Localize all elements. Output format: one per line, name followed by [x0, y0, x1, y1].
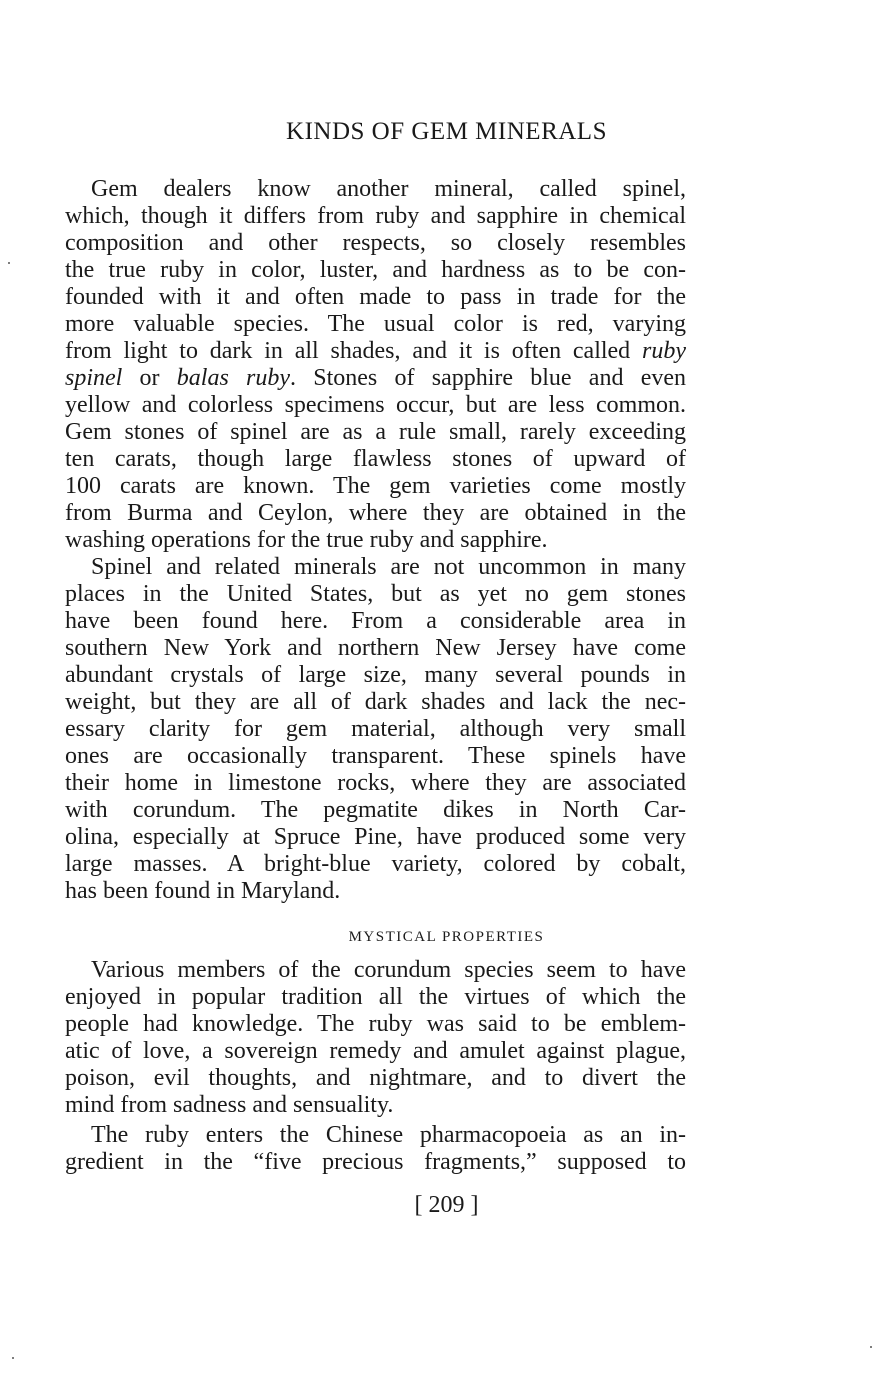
text-line: composition and other respects, so closely resembles	[65, 230, 686, 256]
text-line: with corundum. The pegmatite dikes in North Car-	[65, 797, 686, 823]
text-line: 100 carats are known. The gem varieties come mostly	[65, 473, 686, 499]
text-line: more valuable species. The usual color is red, varying	[65, 311, 686, 337]
text-line: from light to dark in all shades, and it is often called ruby	[65, 338, 686, 364]
section-heading: MYSTICAL PROPERTIES	[348, 929, 545, 945]
text-line: essary clarity for gem material, although very small	[65, 716, 686, 742]
text-line: abundant crystals of large size, many several pounds in	[65, 662, 686, 688]
text-line: washing operations for the true ruby and sapphire.	[65, 527, 548, 553]
text-line: people had knowledge. The ruby was said to be emblem-	[65, 1011, 686, 1037]
text-line: The ruby enters the Chinese pharmacopoeia as an in-	[91, 1122, 686, 1148]
text-line: weight, but they are all of dark shades and lack the nec-	[65, 689, 686, 715]
text-line: the true ruby in color, luster, and hardness as to be con-	[65, 257, 686, 283]
text-line: founded with it and often made to pass in trade for the	[65, 284, 686, 310]
text-line: gredient in the “five precious fragments,” supposed to	[65, 1149, 686, 1175]
text-line: ten carats, though large flawless stones of upward of	[65, 446, 686, 472]
text-line: has been found in Maryland.	[65, 878, 341, 904]
text-line: from Burma and Ceylon, where they are obtained in the	[65, 500, 686, 526]
paper-speck	[8, 262, 10, 264]
text-line: poison, evil thoughts, and nightmare, and to divert the	[65, 1065, 686, 1091]
paragraph-spinel-description	[65, 176, 686, 554]
text-line: yellow and colorless specimens occur, but are less common.	[65, 392, 686, 418]
text-line: which, though it differs from ruby and sapphire in chemical	[65, 203, 686, 229]
paragraph-chinese-pharmacopoeia	[65, 1122, 686, 1176]
text-line: places in the United States, but as yet no gem stones	[65, 581, 686, 607]
text-line: Various members of the corundum species seem to have	[91, 957, 686, 983]
paper-speck	[12, 1357, 14, 1359]
text-line: Gem stones of spinel are as a rule small, rarely exceeding	[65, 419, 686, 445]
text-line: atic of love, a sovereign remedy and amulet against plague,	[65, 1038, 686, 1064]
text-line: enjoyed in popular tradition all the virtues of which the	[65, 984, 686, 1010]
page-number: [ 209 ]	[414, 1192, 479, 1218]
running-head: KINDS OF GEM MINERALS	[286, 118, 607, 145]
text-line: olina, especially at Spruce Pine, have produced some very	[65, 824, 686, 850]
text-line: ones are occasionally transparent. These spinels have	[65, 743, 686, 769]
text-line: large masses. A bright-blue variety, colored by cobalt,	[65, 851, 686, 877]
paragraph-spinel-united-states	[65, 554, 686, 905]
text-line: southern New York and northern New Jersey have come	[65, 635, 686, 661]
text-line: have been found here. From a considerable area in	[65, 608, 686, 634]
text-line: Gem dealers know another mineral, called spinel,	[91, 176, 686, 202]
paragraph-mystical-properties	[65, 957, 686, 1119]
paper-speck	[870, 1346, 872, 1348]
text-line: their home in limestone rocks, where they are associated	[65, 770, 686, 796]
text-line: Spinel and related minerals are not uncommon in many	[91, 554, 686, 580]
text-line: mind from sadness and sensuality.	[65, 1092, 394, 1118]
text-line: spinel or balas ruby. Stones of sapphire blue and even	[65, 365, 686, 391]
